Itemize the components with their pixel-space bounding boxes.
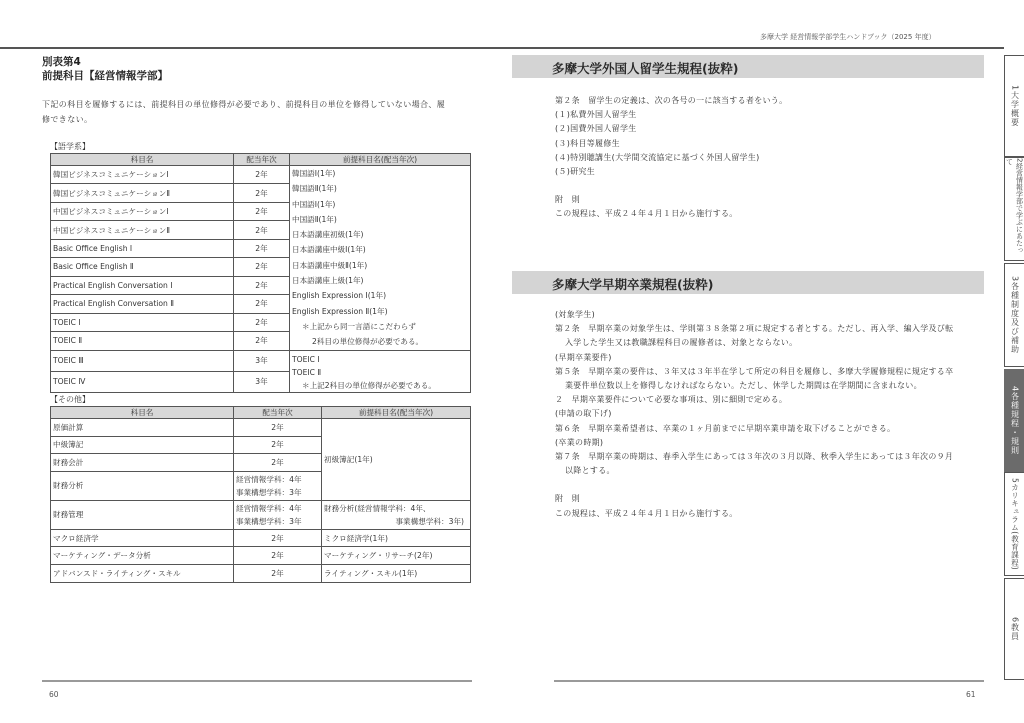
year-cell: 2年 — [234, 295, 290, 313]
prereq-item: 中国語Ⅱ(1年) — [292, 214, 337, 224]
side-tab-label: 1大学概要 — [1010, 84, 1020, 128]
year-cell: 2年 — [234, 276, 290, 294]
intro-line-1: 下記の科目を履修するには、前提科目の単位修得が必要であり、前提科目の単位を修得していない場合、履 — [42, 100, 446, 109]
regulation-line: 以降とする。 — [565, 466, 615, 476]
table-row — [51, 500, 471, 529]
table-row — [51, 419, 471, 437]
prereq-note: ＊上記から同一言語にこだわらず — [302, 321, 416, 331]
year-cell: 3年 — [234, 371, 290, 392]
regulation-line: 第２条 早期卒業の対象学生は、学則第３８条第２項に規定する者とする。ただし、再入学、編入学及び転 — [555, 324, 954, 334]
year-cell: 2年 — [234, 239, 290, 257]
appendix-number: 別表第4 — [42, 56, 81, 68]
other-prereq-table — [50, 406, 471, 583]
year-cell: 2年 — [234, 454, 322, 472]
regulation-line: (卒業の時期) — [555, 437, 604, 447]
prereq-item: 日本語講座中級Ⅱ(1年) — [292, 260, 368, 270]
prereq-line-b: 事業構想学科：3年) — [395, 516, 464, 526]
year-dept-a: 経営情報学科：4年 — [236, 474, 302, 484]
table-row — [51, 166, 471, 184]
table-row — [51, 350, 471, 371]
year-cell — [234, 500, 322, 529]
subject-cell: 財務管理 — [51, 500, 234, 529]
year-cell: 2年 — [234, 258, 290, 276]
year-cell: 2年 — [234, 166, 290, 184]
prereq-item: 韓国語Ⅰ(1年) — [292, 169, 336, 178]
table-header-row — [51, 154, 471, 166]
prereq-item: 日本語講座初級(1年) — [292, 230, 364, 240]
side-tab-4-active[interactable] — [1004, 369, 1024, 472]
prereq-item: TOEIC Ⅱ — [292, 367, 322, 377]
prereq-cell: マーケティング・リサーチ(2年) — [322, 547, 471, 565]
prereq-item: 韓国語Ⅱ(1年) — [292, 184, 337, 194]
subject-cell: 財務分析 — [51, 471, 234, 500]
table-row — [51, 529, 471, 547]
regulation-line: (１)私費外国人留学生 — [555, 110, 637, 120]
side-tab-6[interactable] — [1004, 578, 1024, 680]
side-tab-label: 2経営情報学部で学ぶにあたって — [1005, 158, 1024, 254]
table-row — [51, 564, 471, 582]
col-prereq: 前提科目名(配当年次) — [322, 407, 471, 419]
language-section-label: 【語学系】 — [50, 142, 90, 151]
regulation-line: (申請の取下げ) — [555, 409, 612, 419]
intro-text — [42, 97, 472, 127]
regulation-line: ２ 早期卒業要件について必要な事項は、別に細則で定める。 — [555, 395, 788, 405]
section-title-international: 多摩大学外国人留学生規程(抜粋) — [552, 61, 739, 76]
other-section-label: 【その他】 — [50, 395, 90, 404]
section-band-international — [512, 55, 984, 78]
table-header-row — [51, 407, 471, 419]
subject-cell: 中国ビジネスコミュニケーションⅡ — [51, 221, 234, 239]
subject-cell: アドバンスド・ライティング・スキル — [51, 564, 234, 582]
subject-cell: マクロ経済学 — [51, 529, 234, 547]
regulation-line: (対象学生) — [555, 310, 596, 319]
subject-cell: 財務会計 — [51, 454, 234, 472]
supplement-label: 附 則 — [555, 195, 580, 205]
prereq-note: ＊上記2科目の単位修得が必要である。 — [302, 380, 436, 390]
subject-cell: TOEIC Ⅰ — [51, 313, 234, 331]
intro-line-2: 修できない。 — [42, 115, 93, 124]
regulation-line: 第５条 早期卒業の要件は、３年又は３年半在学して所定の科目を履修し、多摩大学履修規程に規定する卒 — [555, 366, 954, 376]
year-cell: 2年 — [234, 436, 322, 454]
subject-cell: マーケティング・データ分析 — [51, 547, 234, 565]
year-cell: 2年 — [234, 332, 290, 350]
international-regulation-text — [555, 94, 787, 222]
regulation-line: (３)科目等履修生 — [555, 138, 620, 148]
subject-cell: 中級簿記 — [51, 436, 234, 454]
prereq-cell: ライティング・スキル(1年) — [322, 564, 471, 582]
prereq-item: English Expression Ⅱ(1年) — [292, 306, 388, 316]
subject-cell: 中国ビジネスコミュニケーションⅠ — [51, 202, 234, 220]
col-prereq: 前提科目名(配当年次) — [290, 154, 471, 166]
subject-cell: Practical English Conversation Ⅰ — [51, 276, 234, 294]
subject-cell: 韓国ビジネスコミュニケーションⅠ — [51, 166, 234, 184]
prereq-cell — [322, 500, 471, 529]
regulation-line: 第６条 早期卒業希望者は、卒業の１ヶ月前までに早期卒業申請を取下げることができる。 — [555, 423, 896, 433]
prereq-cell-group1 — [290, 166, 471, 351]
language-prereq-table — [50, 153, 471, 393]
subject-cell: TOEIC Ⅱ — [51, 332, 234, 350]
col-subject: 科目名 — [51, 154, 234, 166]
regulation-line: (４)特別聴講生(大学間交流協定に基づく外国人留学生) — [555, 152, 760, 162]
shared-prereq-cell: 初級簿記(1年) — [322, 419, 471, 501]
regulation-line: (５)研究生 — [555, 167, 596, 177]
prereq-item: 日本語講座上級(1年) — [292, 276, 364, 286]
side-tab-label: 6教員 — [1010, 616, 1020, 642]
prereq-cell: ミクロ経済学(1年) — [322, 529, 471, 547]
col-year: 配当年次 — [234, 407, 322, 419]
footer-rule-left — [42, 680, 472, 682]
subject-cell: TOEIC Ⅲ — [51, 350, 234, 371]
year-cell: 2年 — [234, 547, 322, 565]
section-band-early-graduation — [512, 271, 984, 294]
subject-cell: Basic Office English Ⅱ — [51, 258, 234, 276]
year-dept-b: 事業構想学科：3年 — [236, 487, 302, 497]
regulation-line: 第７条 早期卒業の時期は、春季入学生にあっては３年次の３月以降、秋季入学生にあっては３年次の９月 — [555, 452, 954, 462]
prereq-item: TOEIC Ⅰ — [292, 354, 320, 364]
prereq-line-a: 財務分析(経営情報学科：4年、 — [324, 503, 431, 513]
side-tab-5[interactable] — [1004, 472, 1024, 576]
supplement-label: 附 則 — [555, 494, 580, 504]
side-tab-3[interactable] — [1004, 263, 1024, 367]
prereq-cell-group2 — [290, 350, 471, 392]
subject-cell: 原価計算 — [51, 419, 234, 437]
footer-rule-right — [554, 680, 984, 682]
subject-cell: Practical English Conversation Ⅱ — [51, 295, 234, 313]
year-cell: 2年 — [234, 221, 290, 239]
supplement-text: この規程は、平成２４年４月１日から施行する。 — [555, 508, 738, 518]
side-tab-label: 4各種規程・規則 — [1010, 385, 1020, 456]
year-cell: 3年 — [234, 350, 290, 371]
early-graduation-regulation-text — [555, 308, 953, 521]
subject-cell: Basic Office English Ⅰ — [51, 239, 234, 257]
year-cell — [234, 471, 322, 500]
year-cell: 2年 — [234, 202, 290, 220]
page-number-left: 60 — [49, 690, 59, 699]
regulation-line: (２)国費外国人留学生 — [555, 124, 637, 134]
year-cell: 2年 — [234, 184, 290, 202]
regulation-line: 第２条 留学生の定義は、次の各号の一に該当する者をいう。 — [555, 96, 788, 105]
year-cell: 2年 — [234, 564, 322, 582]
subject-cell: 韓国ビジネスコミュニケーションⅡ — [51, 184, 234, 202]
side-tab-label: 3各種制度及び補助 — [1010, 275, 1020, 355]
supplement-text: この規程は、平成２４年４月１日から施行する。 — [555, 209, 738, 219]
regulation-line: 入学した学生又は教職課程科目の履修者は、対象とならない。 — [565, 338, 798, 348]
regulation-line: (早期卒業要件) — [555, 352, 612, 362]
year-cell: 2年 — [234, 419, 322, 437]
year-dept-b: 事業構想学科：3年 — [236, 516, 302, 526]
prereq-item: English Expression Ⅰ(1年) — [292, 291, 387, 301]
table-row — [51, 547, 471, 565]
side-tab-1[interactable] — [1004, 55, 1024, 157]
prereq-item: 日本語講座中級Ⅰ(1年) — [292, 245, 366, 255]
prereq-note: 2科目の単位修得が必要である。 — [312, 337, 424, 347]
year-cell: 2年 — [234, 529, 322, 547]
page-title: 前提科目【経営情報学部】 — [42, 70, 168, 82]
page-number-right: 61 — [966, 690, 976, 699]
section-title-early-graduation: 多摩大学早期卒業規程(抜粋) — [552, 277, 714, 292]
header-rule — [0, 47, 1004, 49]
year-cell: 2年 — [234, 313, 290, 331]
subject-cell: TOEIC Ⅳ — [51, 371, 234, 392]
side-tab-2[interactable] — [1004, 157, 1024, 261]
running-header: 多摩大学 経営情報学部学生ハンドブック（2025 年度） — [760, 33, 936, 41]
regulation-line: 業要件単位数以上を修得しなければならない。ただし、休学した期間は在学期間に含まれない。 — [565, 381, 922, 391]
side-tab-label: 5カリキュラム(教育課程) — [1010, 477, 1020, 571]
year-dept-a: 経営情報学科：4年 — [236, 503, 302, 513]
col-subject: 科目名 — [51, 407, 234, 419]
col-year: 配当年次 — [234, 154, 290, 166]
prereq-item: 中国語Ⅰ(1年) — [292, 199, 336, 209]
